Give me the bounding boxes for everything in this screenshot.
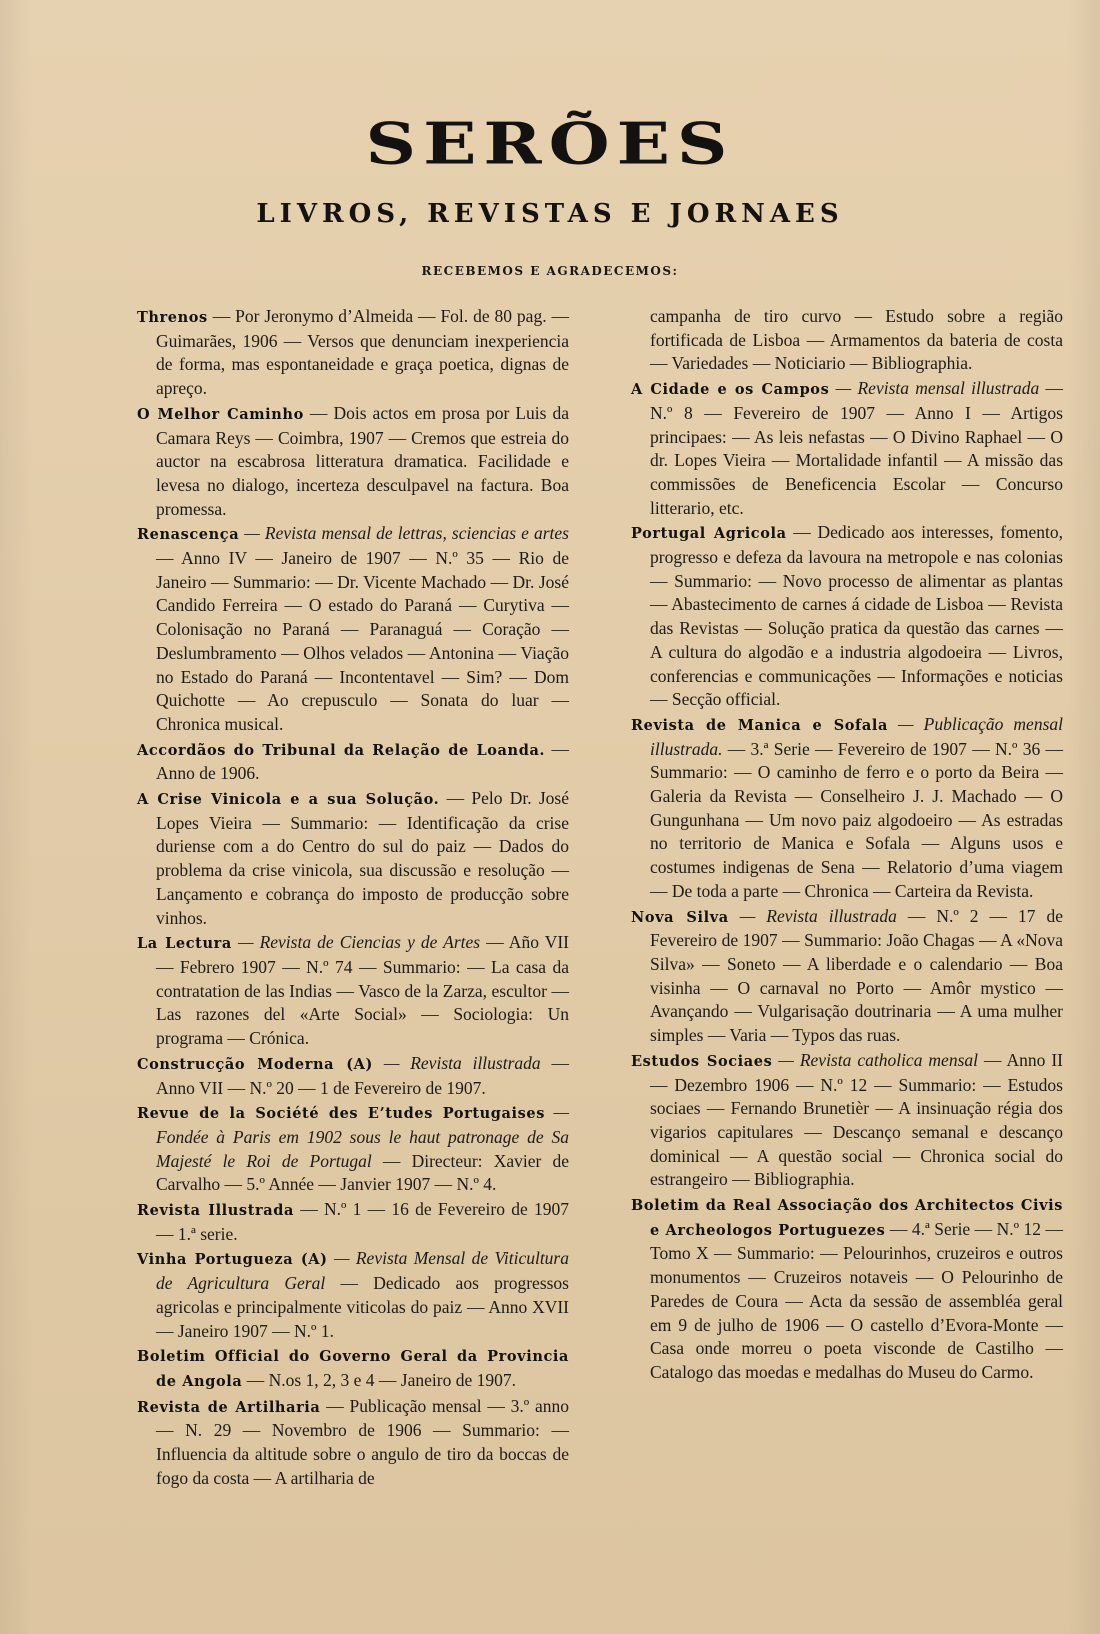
entry-title: A Crise Vinicola e a sua Solução.	[137, 791, 440, 809]
entry-title: Threnos	[137, 309, 208, 326]
entry-text: — Dois actos em prosa por Luis da Camara Reys — Coimbra, 1907 — Cremos que estreia do auctor na escabrosa litteratura dramatica. Facilidade e levesa no dialogo, incerteza desculpavel na factura. Boa promessa.	[156, 402, 569, 519]
review-entry	[137, 787, 569, 930]
review-entry	[137, 1344, 569, 1393]
entry-text: — Directeur: Xavier de Carvalho — 5.º Année — Janvier 1907 — N.º 4.	[156, 1150, 569, 1195]
entry-title: A Cidade e os Campos	[631, 381, 830, 399]
review-entry	[631, 521, 1063, 712]
entry-subtitle: — Fondée à Paris em 1902 sous le haut patronage de Sa Majesté le Roi de Portugal	[156, 1102, 569, 1171]
review-entry	[137, 1198, 569, 1246]
entry-subtitle: — Revista illustrada	[372, 1052, 541, 1073]
entry-text: — Año VII — Febrero 1907 — N.º 74 — Summario: — La casa da contratation de las Indias — Vasco de la Zarza, escultor — Las razones del «Arte Social» — Sociologia: Un programa — Crónica.	[156, 932, 569, 1049]
entry-title: Construcção Moderna (A)	[137, 1055, 373, 1073]
entry-text: — N.º 1 — 16 de Fevereiro de 1907 — 1.ª serie.	[156, 1199, 569, 1244]
entry-text: — N.º 2 — 17 de Fevereiro de 1907 — Summario: João Chagas — A «Nova Silva» — Soneto — A liberdade e o calendario — Boa visinha — O carnaval no Porto — Amôr mystico — Avançando — Vulgarisação doutrinaria — A uma mulher simples — Varia — Typos das ruas.	[650, 905, 1063, 1046]
entry-title: O Melhor Caminho	[137, 405, 304, 423]
entry-subtitle: — Revista illustrada	[728, 905, 897, 926]
entry-title: Revista Illustrada	[137, 1202, 294, 1220]
review-entry	[137, 931, 569, 1051]
entry-subtitle: — Revista de Ciencias y de Artes	[231, 932, 481, 953]
entry-text: — Publicação mensal — 3.º anno — N. 29 — Novembro de 1906 — Summario: — Influencia da altitude sobre o angulo de tiro da boccas de fogo da costa — A artilharia de	[156, 1395, 569, 1488]
review-entry	[631, 905, 1063, 1048]
entry-text: — Por Jeronymo d’Almeida — Fol. de 80 pag. — Guimarães, 1906 — Versos que denunciam inexperiencia de forma, mas espontaneidade e graça poetica, dignas de apreço.	[156, 306, 569, 399]
entry-text: — N.os 1, 2, 3 e 4 — Janeiro de 1907.	[242, 1369, 516, 1390]
entry-subtitle: — Revista Mensal de Viticultura de Agricultura Geral	[156, 1248, 569, 1294]
entry-text: — Anno VII — N.º 20 — 1 de Fevereiro de 1907.	[156, 1052, 569, 1098]
entry-subtitle: — Publicação mensal illustrada.	[650, 713, 1063, 759]
entry-subtitle: — Revista mensal de lettras, sciencias e artes	[239, 523, 569, 544]
entry-title: Revue de la Société des E’tudes Portugaises	[137, 1105, 545, 1123]
page-title: SERÕES	[365, 109, 735, 178]
entry-title: Boletim da Real Associação dos Architectos Civis e Archeologos Portuguezes	[631, 1197, 1063, 1239]
left-column	[137, 305, 569, 1491]
entry-text: — Pelo Dr. José Lopes Vieira — Summario: — Identificação da crise duriense com a do Centro do sul do paiz — Dados do problema da crise vinicola, sua discussão e resolução — Lançamento e cobrança do imposto de producção sobre vinhos.	[156, 788, 569, 928]
masthead	[0, 108, 1100, 278]
entry-continuation: campanha de tiro curvo — Estudo sobre a região fortificada de Lisboa — Armamentos da bateria de costa — Variedades — Noticiario — Bibliographia.	[650, 306, 1063, 374]
entry-text: — 3.ª Serie — Fevereiro de 1907 — N.º 36 — Summario: — O caminho de ferro e o porto da Beira — Galeria da Revista — Conselheiro J. J. Machado — O Gungunhana — Um novo paiz algodoeiro — As estradas no territorio de Manica e Sofala — Alguns usos e costumes indigenas de Sena — Relatorio d’uma viagem — De toda a parte — Chronica — Carteira da Revista.	[650, 738, 1063, 901]
entry-title: La Lectura	[137, 935, 232, 953]
entry-title: Revista de Artilharia	[137, 1398, 321, 1416]
review-entry	[631, 377, 1063, 520]
entry-title: Portugal Agricola	[631, 525, 787, 543]
entry-title: Boletim Official do Governo Geral da Provincia de Angola	[137, 1348, 569, 1390]
review-entry	[137, 522, 569, 736]
entry-title: Revista de Manica e Sofala	[631, 716, 888, 734]
entry-text: — Anno IV — Janeiro de 1907 — N.º 35 — Rio de Janeiro — Summario: — Dr. Vicente Machado — Dr. José Candido Ferreira — O estado do Paraná — Curytiva — Colonisação no Paraná — Paranaguá — Coração — Deslumbramento — Olhos velados — Antonina — Viação no Estado do Paraná — Incontentavel — Sim? — Dom Quichotte — Ao crepusculo — Sonata do luar — Chronica musical.	[156, 548, 569, 734]
entry-title: Accordãos do Tribunal da Relação de Loanda.	[137, 741, 546, 759]
entry-subtitle: — Revista catholica mensal	[772, 1049, 978, 1070]
review-entry	[137, 402, 569, 522]
review-entry	[137, 1052, 569, 1100]
entry-title: Nova Silva	[631, 908, 729, 926]
entry-text: — N.º 8 — Fevereiro de 1907 — Anno I — Artigos principaes: — As leis nefastas — O Divino Raphael — O dr. Lopes Vieira — Mortalidade infantil — A missão das commissões de Beneficencia Escolar — Concurso litterario, etc.	[650, 378, 1064, 518]
review-entry	[137, 1395, 569, 1491]
review-entry	[631, 1049, 1063, 1192]
review-entry	[137, 738, 569, 786]
review-entry	[137, 1101, 569, 1197]
entry-subtitle: — Revista mensal illustrada	[829, 378, 1040, 399]
entry-text: — Dedicado aos progressos agricolas e principalmente viticolas do paiz — Anno XVII — Janeiro 1907 — N.º 1.	[156, 1273, 569, 1341]
section-subtitle: LIVROS, REVISTAS E JORNAES	[256, 199, 844, 229]
entry-text: — Anno de 1906.	[156, 738, 570, 784]
entry-text: — Anno II — Dezembro 1906 — N.º 12 — Summario: — Estudos sociaes — Fernando Brunetièr — A insinuação régia dos vigarios capitulares — Descanço semanal e descanço dominical — A questão social — Chronica social do estrangeiro — Bibliographia.	[650, 1049, 1063, 1190]
entry-title: Renascença	[137, 526, 240, 544]
entry-title: Vinha Portugueza (A)	[137, 1251, 328, 1269]
review-entry	[137, 1247, 569, 1343]
thanks-heading: RECEBEMOS E AGRADECEMOS:	[421, 264, 679, 278]
entry-text: — Dedicado aos interesses, fomento, progresso e defeza da lavoura na metropole e nas colonias — Summario: — Novo processo de alimentar as plantas — Abastecimento de carnes á cidade de Lisboa — Revista das Revistas — Solução pratica da questão das carnes — A cultura do algodão e a industria algodoeira — Livros, conferencias e communicações — Informações e noticias — Secção official.	[650, 522, 1064, 710]
review-entry	[631, 1193, 1063, 1385]
entry-text: — 4.ª Serie — N.º 12 — Tomo X — Summario: — Pelourinhos, cruzeiros e outros monumentos — Cruzeiros notaveis — O Pelourinho de Paredes de Coura — Acta da sessão de assembléa geral em 9 de julho de 1906 — O castello d’Evora-Monte — Casa onde morreu o poeta visconde de Castilho — Catalogo das moedas e medalhas do Museu do Carmo.	[650, 1218, 1063, 1382]
review-entry	[631, 713, 1063, 904]
right-column	[631, 305, 1063, 1386]
entry-title: Estudos Sociaes	[631, 1052, 773, 1070]
review-entry	[137, 305, 569, 401]
